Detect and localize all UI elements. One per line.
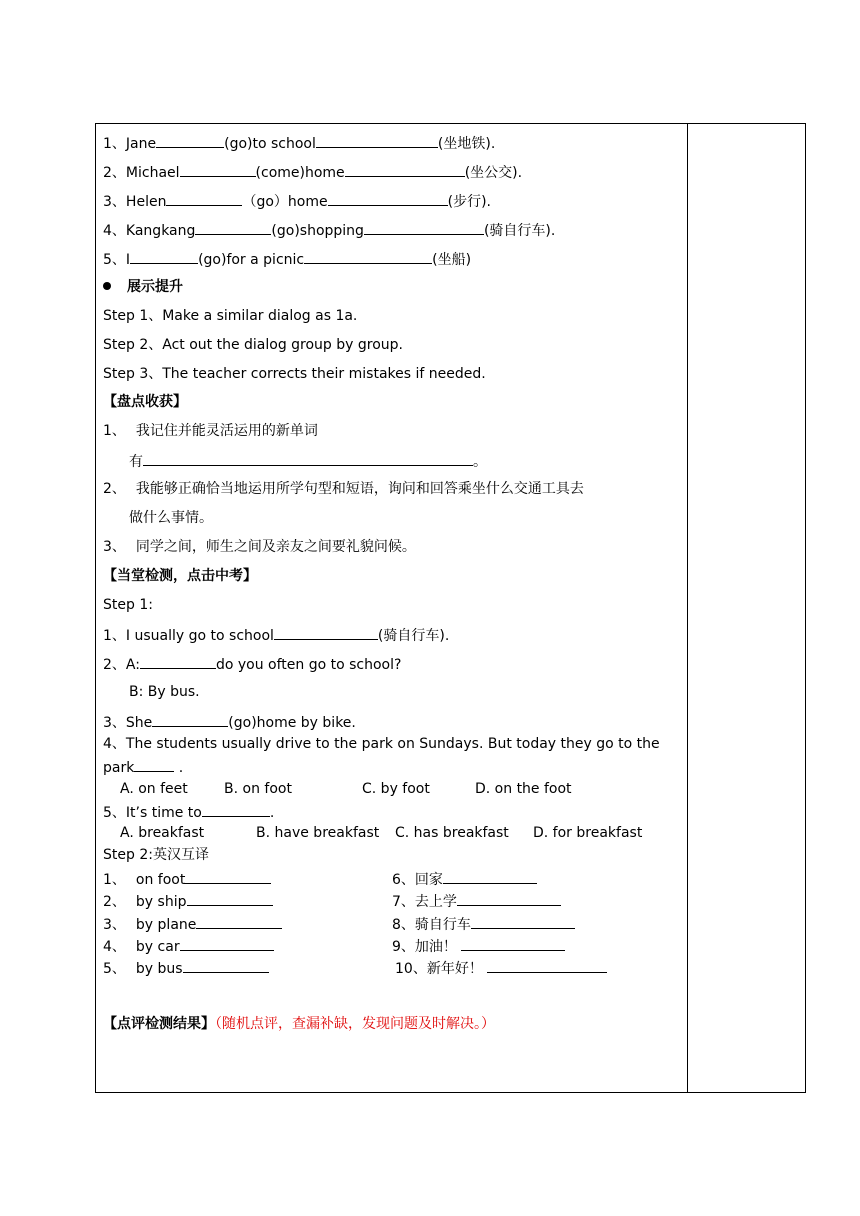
question-4-cont: park . (103, 756, 183, 778)
blank[interactable] (140, 653, 216, 669)
question-5: 5、It’s time to . (103, 801, 274, 823)
blank[interactable] (328, 190, 448, 206)
exercise-line-5: 5、I (go)for a picnic (坐船) (103, 248, 471, 270)
harvest-item-2: 2、 我能够正确恰当地运用所学句型和短语，询问和回答乘坐什么交通工具去 (103, 481, 584, 497)
blank[interactable] (304, 248, 432, 264)
question-5-options (103, 823, 683, 843)
option[interactable]: B. have breakfast (256, 825, 380, 841)
harvest-item-1: 1、 我记住并能灵活运用的新单词 (103, 423, 318, 439)
review-heading: 【点评检测结果】 (103, 1016, 215, 1032)
harvest-heading: 【盘点收获】 (103, 394, 187, 410)
exercise-line-3: 3、Helen （go）home (步行). (103, 190, 491, 212)
review-note: （随机点评，查漏补缺，发现问题及时解决。） (215, 1016, 495, 1032)
blank[interactable] (180, 161, 256, 177)
option[interactable]: C. by foot (362, 781, 430, 797)
test-heading: 【当堂检测，点击中考】 (103, 568, 257, 584)
harvest-item-1-cont: 有 。 (103, 450, 487, 472)
blank[interactable] (196, 913, 282, 929)
blank[interactable] (443, 868, 537, 884)
blank[interactable] (487, 957, 607, 973)
question-3: 3、She (go)home by bike. (103, 711, 356, 733)
question-1: 1、I usually go to school (骑自行车). (103, 624, 449, 646)
blank[interactable] (134, 756, 174, 772)
translation-row: 2、 by ship 7、去上学 (103, 890, 683, 910)
blank[interactable] (166, 190, 242, 206)
step-line: Step 1、Make a similar dialog as 1a. (103, 308, 358, 324)
option[interactable]: B. on foot (224, 781, 292, 797)
translation-row: 4、 by car 9、加油！ (103, 935, 683, 955)
blank[interactable] (457, 890, 561, 906)
blank[interactable] (187, 890, 273, 906)
question-2-answer: B: By bus. (129, 684, 200, 700)
blank[interactable] (185, 868, 271, 884)
exercise-line-4: 4、Kangkang (go)shopping (骑自行车). (103, 219, 555, 241)
blank[interactable] (471, 913, 575, 929)
blank[interactable] (183, 957, 269, 973)
harvest-item-2-cont: 做什么事情。 (129, 510, 213, 526)
step2-label: Step 2:英汉互译 (103, 847, 209, 863)
blank[interactable] (195, 219, 271, 235)
blank[interactable] (156, 132, 224, 148)
table-column-divider (687, 123, 688, 1093)
option[interactable]: D. for breakfast (533, 825, 643, 841)
showcase-heading: 展示提升 (103, 277, 183, 297)
blank[interactable] (461, 935, 565, 951)
exercise-line-1: 1、Jane (go)to school (坐地铁). (103, 132, 495, 154)
exercise-line-2: 2、Michael (come)home (坐公交). (103, 161, 522, 183)
option[interactable]: A. breakfast (120, 825, 205, 841)
blank[interactable] (143, 450, 473, 466)
option[interactable]: A. on feet (120, 781, 188, 797)
step-line: Step 3、The teacher corrects their mistakes if needed. (103, 366, 486, 382)
blank[interactable] (345, 161, 465, 177)
bullet-icon (103, 282, 111, 290)
question-4-options (103, 779, 683, 799)
blank[interactable] (202, 801, 270, 817)
option[interactable]: C. has breakfast (395, 825, 509, 841)
blank[interactable] (364, 219, 484, 235)
blank[interactable] (180, 935, 274, 951)
blank[interactable] (316, 132, 438, 148)
harvest-item-3: 3、 同学之间，师生之间及亲友之间要礼貌问候。 (103, 539, 416, 555)
option[interactable]: D. on the foot (475, 781, 572, 797)
step1-label: Step 1: (103, 597, 153, 613)
blank[interactable] (274, 624, 378, 640)
question-4: 4、The students usually drive to the park on Sundays. But today they go to the (103, 736, 660, 752)
review-line (103, 1014, 495, 1034)
blank[interactable] (130, 248, 198, 264)
translation-row: 5、 by bus 10、新年好！ (103, 957, 683, 977)
translation-row: 1、 on foot 6、回家 (103, 868, 683, 888)
question-2: 2、A: do you often go to school? (103, 653, 401, 675)
step-line: Step 2、Act out the dialog group by group. (103, 337, 403, 353)
blank[interactable] (152, 711, 228, 727)
translation-row: 3、 by plane 8、骑自行车 (103, 913, 683, 933)
